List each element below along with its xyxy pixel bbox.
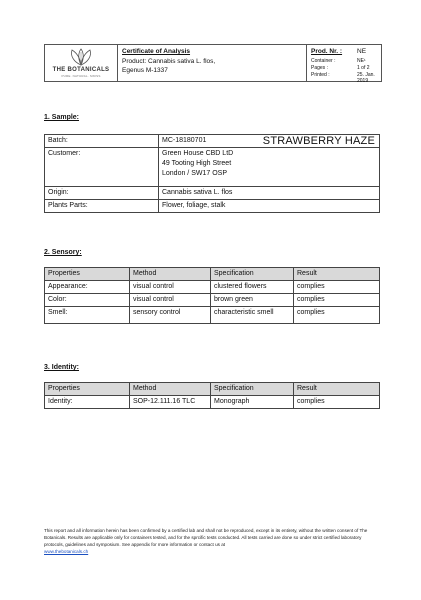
origin-value: Cannabis sativa L. flos — [159, 187, 380, 200]
column-header: Result — [294, 268, 380, 281]
table-cell: complies — [294, 396, 380, 409]
prod-nr-value: NE — [357, 48, 367, 55]
container-value: NE¹ — [357, 58, 366, 64]
identity-section-title: 3. Identity: — [44, 364, 80, 371]
table-row — [45, 307, 380, 324]
table-cell: clustered flowers — [211, 281, 294, 294]
table-header-row — [45, 268, 380, 281]
table-row — [45, 148, 380, 187]
sample-table — [44, 134, 380, 213]
table-row — [45, 294, 380, 307]
footer-disclaimer — [44, 527, 380, 555]
table-row — [45, 135, 380, 148]
table-cell: Color: — [45, 294, 130, 307]
certificate-cell — [118, 45, 307, 81]
prod-nr-label: Prod. Nr. : — [311, 48, 343, 55]
product-number-cell — [307, 45, 381, 84]
column-header: Method — [130, 268, 211, 281]
origin-label: Origin: — [45, 187, 159, 200]
logo-cell — [45, 45, 118, 81]
column-header: Properties — [45, 268, 130, 281]
customer-name: Green House CBD LtD — [162, 150, 234, 157]
table-cell: visual control — [130, 294, 211, 307]
table-cell: characteristic smell — [211, 307, 294, 324]
website-link[interactable]: www.thebotanicals.ch — [44, 549, 89, 554]
customer-label: Customer: — [45, 148, 159, 187]
parts-label: Plants Parts: — [45, 200, 159, 213]
customer-city: London / SW17 OSP — [162, 170, 227, 177]
table-header-row — [45, 383, 380, 396]
customer-cell — [159, 148, 380, 187]
sensory-table — [44, 267, 380, 324]
table-cell: Appearance: — [45, 281, 130, 294]
table-cell: Monograph — [211, 396, 294, 409]
product-genus-line: Egenus M-1337 — [122, 67, 168, 74]
table-row — [45, 281, 380, 294]
batch-label: Batch: — [45, 135, 159, 148]
table-row — [45, 187, 380, 200]
table-cell: sensory control — [130, 307, 211, 324]
pages-label: Pages : — [311, 65, 328, 71]
column-header: Specification — [211, 268, 294, 281]
document-header — [44, 44, 382, 82]
table-cell: visual control — [130, 281, 211, 294]
container-label: Container : — [311, 58, 336, 64]
column-header: Specification — [211, 383, 294, 396]
botanicals-logo-icon — [66, 48, 96, 66]
table-cell: complies — [294, 294, 380, 307]
table-row — [45, 200, 380, 213]
printed-value: 25. Jan. 2019 — [357, 72, 375, 84]
logo-tagline: PURE. NATURAL. SWISS — [61, 74, 101, 78]
column-header: Result — [294, 383, 380, 396]
certificate-title: Certificate of Analysis — [122, 48, 191, 55]
strain-name: STRAWBERRY HAZE — [262, 135, 375, 147]
sensory-section-title: 2. Sensory: — [44, 249, 82, 256]
table-cell: complies — [294, 307, 380, 324]
sample-section-title: 1. Sample: — [44, 114, 80, 121]
batch-value: MC-18180701 — [162, 137, 207, 144]
pages-value: 1 of 2 — [357, 65, 370, 71]
footer-text: This report and all information herein has been confirmed by a certified lab and shall not be reproduced, except in its entirety, without the written consent of The Botanicals. Results are applicable only for containers tested, and for the sprcific tests conducted. All tests carried are done so under strict certified laboratory protocols, guidelines and symposium. See appendix for more information or contact us at — [44, 528, 368, 547]
table-row — [45, 396, 380, 409]
column-header: Properties — [45, 383, 130, 396]
table-cell: brown green — [211, 294, 294, 307]
table-cell: complies — [294, 281, 380, 294]
customer-street: 49 Tooting High Street — [162, 160, 232, 167]
identity-table — [44, 382, 380, 409]
product-line: Product: Cannabis sativa L. flos, — [122, 58, 216, 65]
batch-cell — [159, 135, 380, 148]
parts-value: Flower, foliage, stalk — [159, 200, 380, 213]
column-header: Method — [130, 383, 211, 396]
logo-text: THE BOTANICALS — [52, 67, 110, 73]
printed-label: Printed : — [311, 72, 330, 78]
table-cell: Identity: — [45, 396, 130, 409]
table-cell: SOP-12.111.16 TLC — [130, 396, 211, 409]
table-cell: Smell: — [45, 307, 130, 324]
